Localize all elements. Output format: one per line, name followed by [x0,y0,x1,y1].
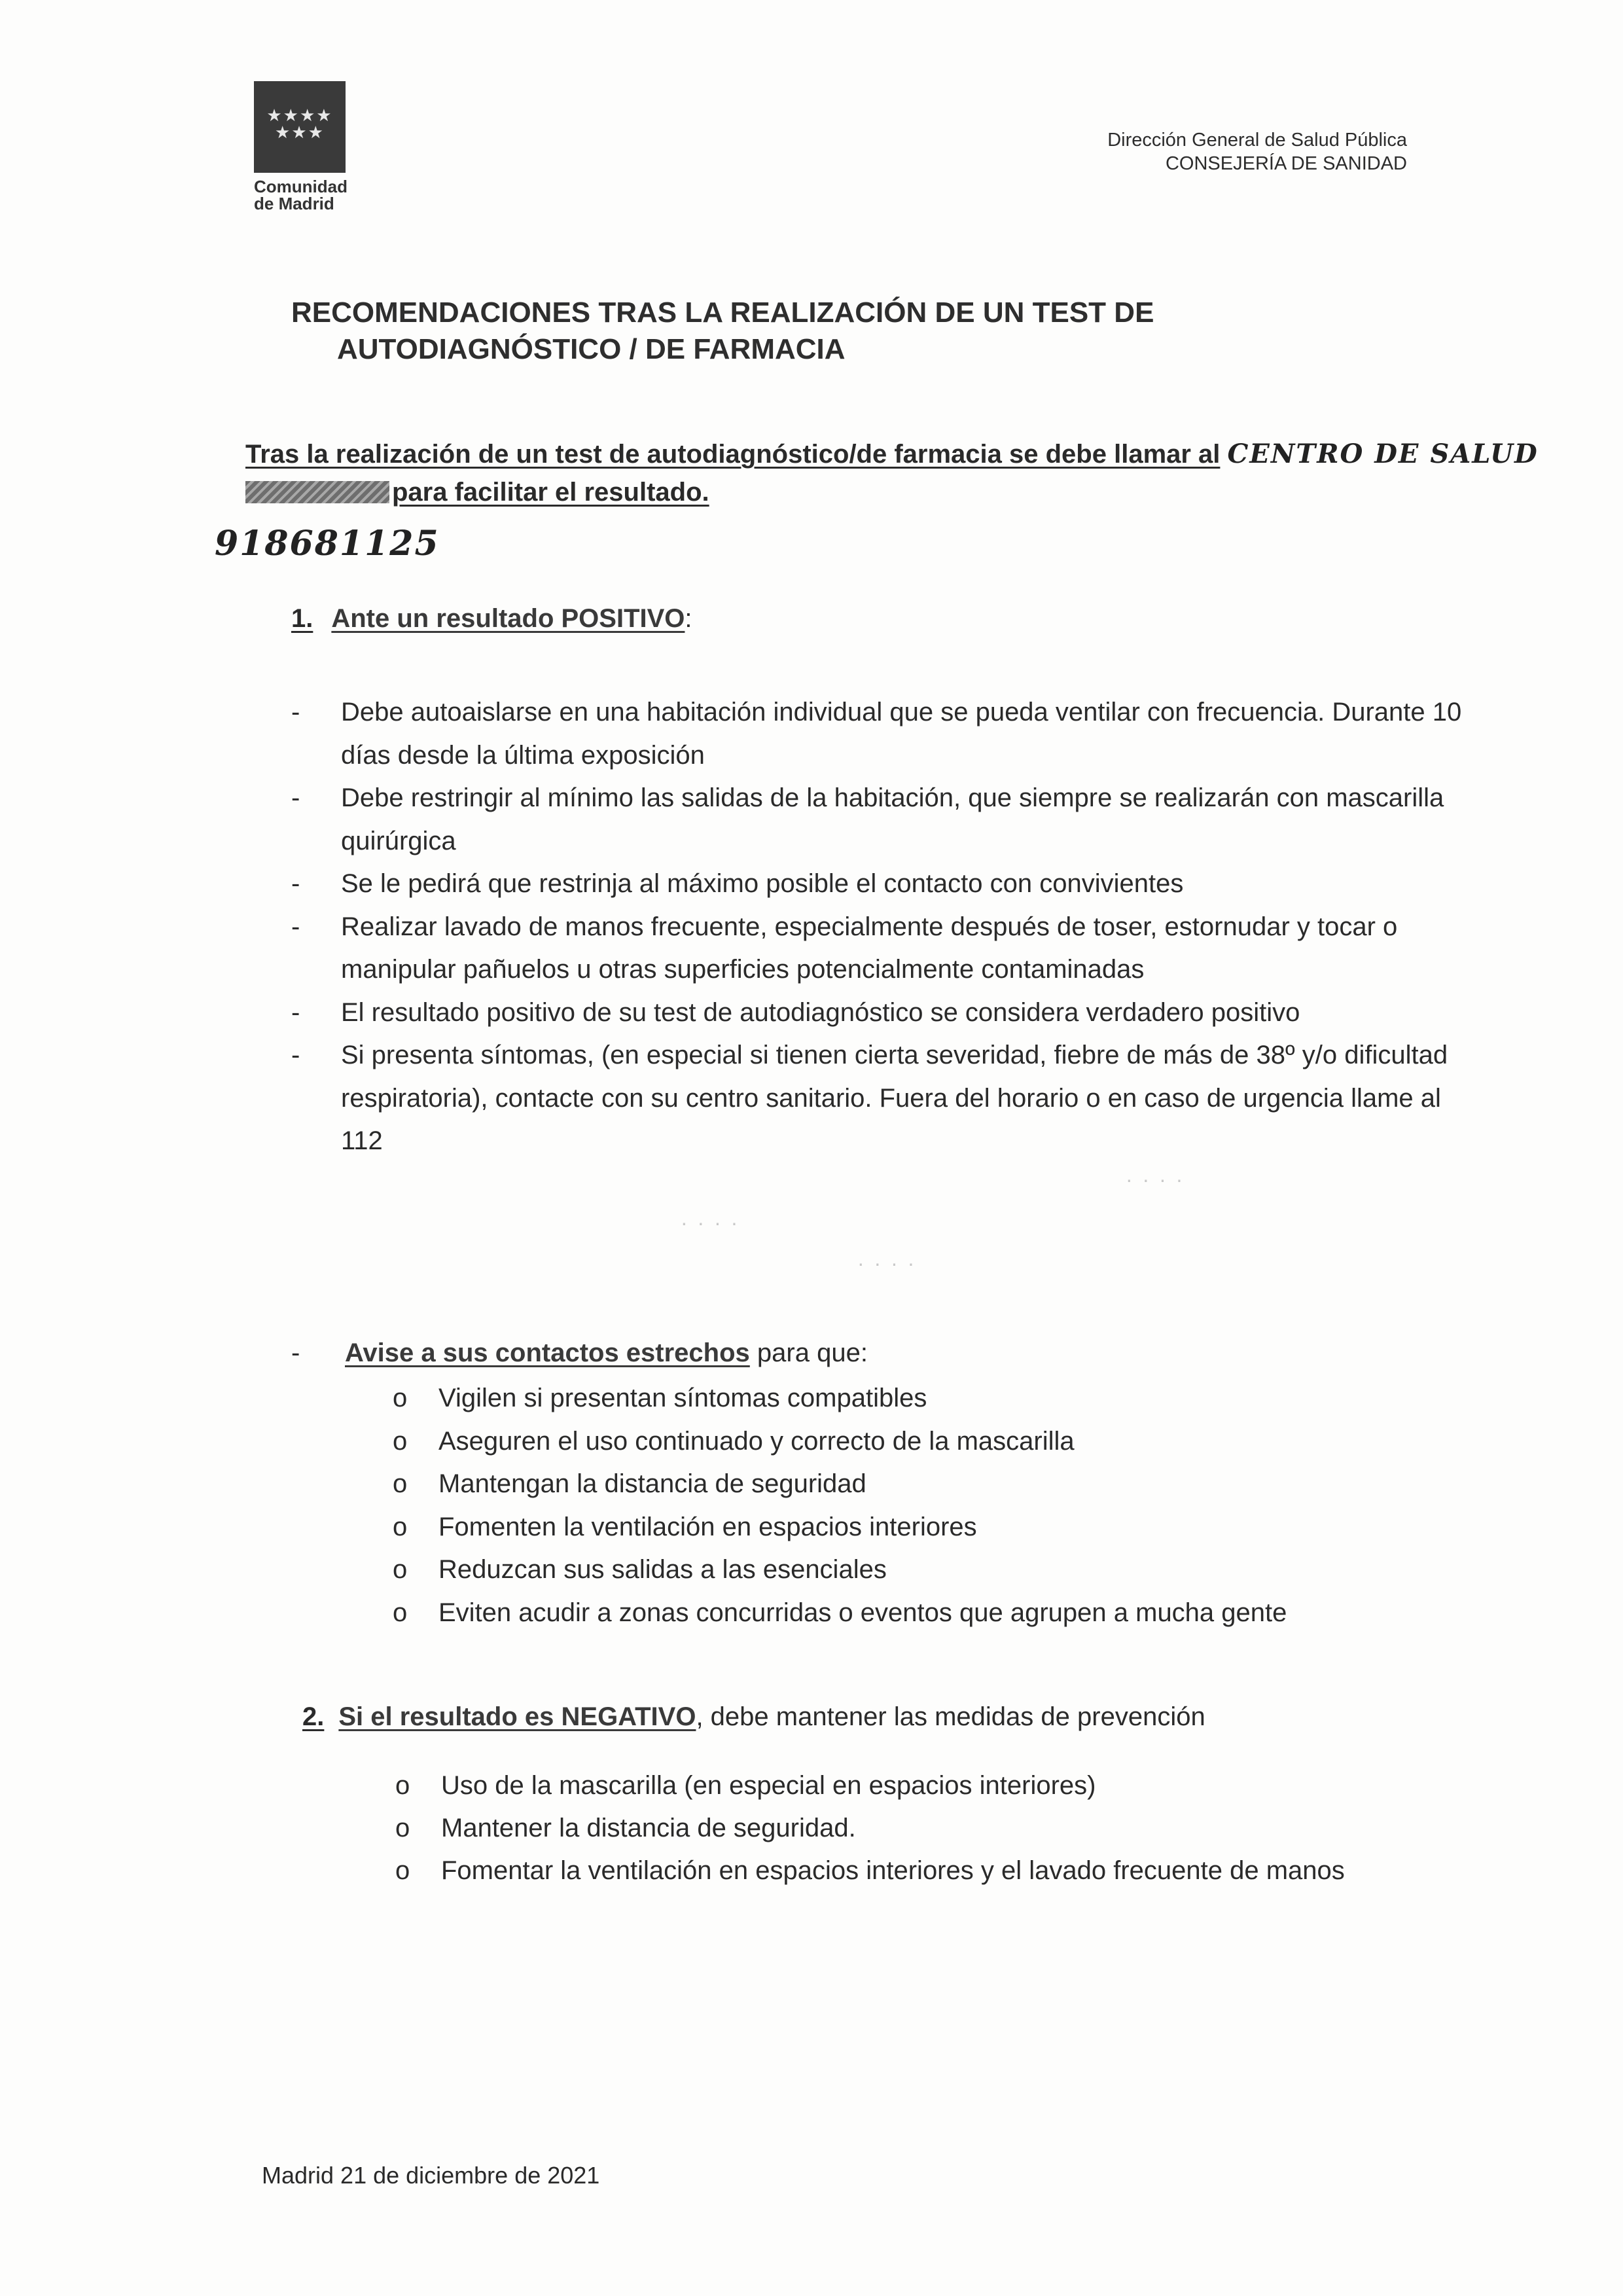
section2-heading [302,1698,1205,1736]
list-item: o Uso de la mascarilla (en especial en espacios interiores) [395,1765,1345,1807]
intro-text-end: para facilitar el resultado. [392,478,709,507]
positive-result-list [291,691,1469,1163]
handwritten-phone-number: 918681125 [215,524,440,564]
list-item: o Fomentar la ventilación en espacios interiores y el lavado frecuente de manos [395,1850,1345,1892]
intro-paragraph [245,435,1620,511]
bleed-through-mark: · · · · [1126,1168,1185,1191]
logo-stars-icon: ★★★★ ★★★ [266,106,333,143]
document-title [291,295,1154,368]
list-item: - Realizar lavado de manos frecuente, especialmente después de toser, estornudar y tocar o manipular pañuelos u otras superficies potencialmente contaminadas [291,906,1469,992]
redacted-phone-number [245,481,389,503]
issuing-department [1107,128,1407,175]
bleed-through-mark: · · · · [857,1251,917,1275]
department-line1: Dirección General de Salud Pública [1107,130,1407,151]
list-item: o Reduzcan sus salidas a las esenciales [393,1549,1287,1592]
logo-name-line2: de Madrid [254,194,334,213]
list-item: o Aseguren el uso continuado y correcto de la mascarilla [393,1420,1287,1463]
comunidad-madrid-logo [254,81,346,212]
list-item: o Mantener la distancia de seguridad. [395,1807,1345,1850]
list-item: o Vigilen si presentan síntomas compatibles [393,1377,1287,1420]
list-item: - Se le pedirá que restrinja al máximo posible el contacto con convivientes [291,863,1469,906]
document-date: Madrid 21 de diciembre de 2021 [262,2162,600,2189]
logo-text [254,178,346,212]
contacts-dash: - [291,1338,300,1367]
list-item: - Si presenta síntomas, (en especial si tienen cierta severidad, fiebre de más de 38º y/o dificultad respiratoria), contacte con su centro sanitario. Fuera del horario o en caso de urgencia llame al 112 [291,1034,1469,1163]
contacts-list [393,1377,1287,1634]
section1-number: 1. [291,604,313,633]
handwritten-centro-de-salud: CENTRO DE SALUD [1227,439,1539,469]
list-item: - El resultado positivo de su test de autodiagnóstico se considera verdadero positivo [291,992,1469,1035]
list-item: - Debe restringir al mínimo las salidas de la habitación, que siempre se realizarán con mascarilla quirúrgica [291,777,1469,863]
negative-result-list [395,1765,1345,1892]
list-item: - Debe autoaislarse en una habitación individual que se pueda ventilar con frecuencia. Durante 10 días desde la última exposición [291,691,1469,777]
section2-title: Si el resultado es NEGATIVO [338,1702,696,1731]
intro-text: Tras la realización de un test de autodiagnóstico/de farmacia se debe llamar al [245,440,1221,469]
contacts-heading [291,1334,868,1372]
list-item: o Fomenten la ventilación en espacios interiores [393,1506,1287,1549]
title-line1: RECOMENDACIONES TRAS LA REALIZACIÓN DE UN TEST DE [291,296,1154,329]
bleed-through-mark: · · · · [681,1211,740,1234]
list-item: o Eviten acudir a zonas concurridas o eventos que agrupen a mucha gente [393,1592,1287,1635]
section1-heading [291,601,692,636]
section1-title: Ante un resultado POSITIVO [331,604,685,633]
list-item: o Mantengan la distancia de seguridad [393,1463,1287,1506]
contacts-title: Avise a sus contactos estrechos [345,1338,750,1367]
section2-number: 2. [302,1702,325,1731]
title-line2: AUTODIAGNÓSTICO / DE FARMACIA [337,333,846,365]
section2-suffix: , debe mantener las medidas de prevención [696,1702,1205,1731]
section1-colon: : [685,604,692,633]
department-line2: CONSEJERÍA DE SANIDAD [1165,153,1407,174]
logo-flag-icon [254,81,346,173]
logo-name-line1: Comunidad [254,177,348,196]
contacts-suffix: para que: [749,1338,868,1367]
